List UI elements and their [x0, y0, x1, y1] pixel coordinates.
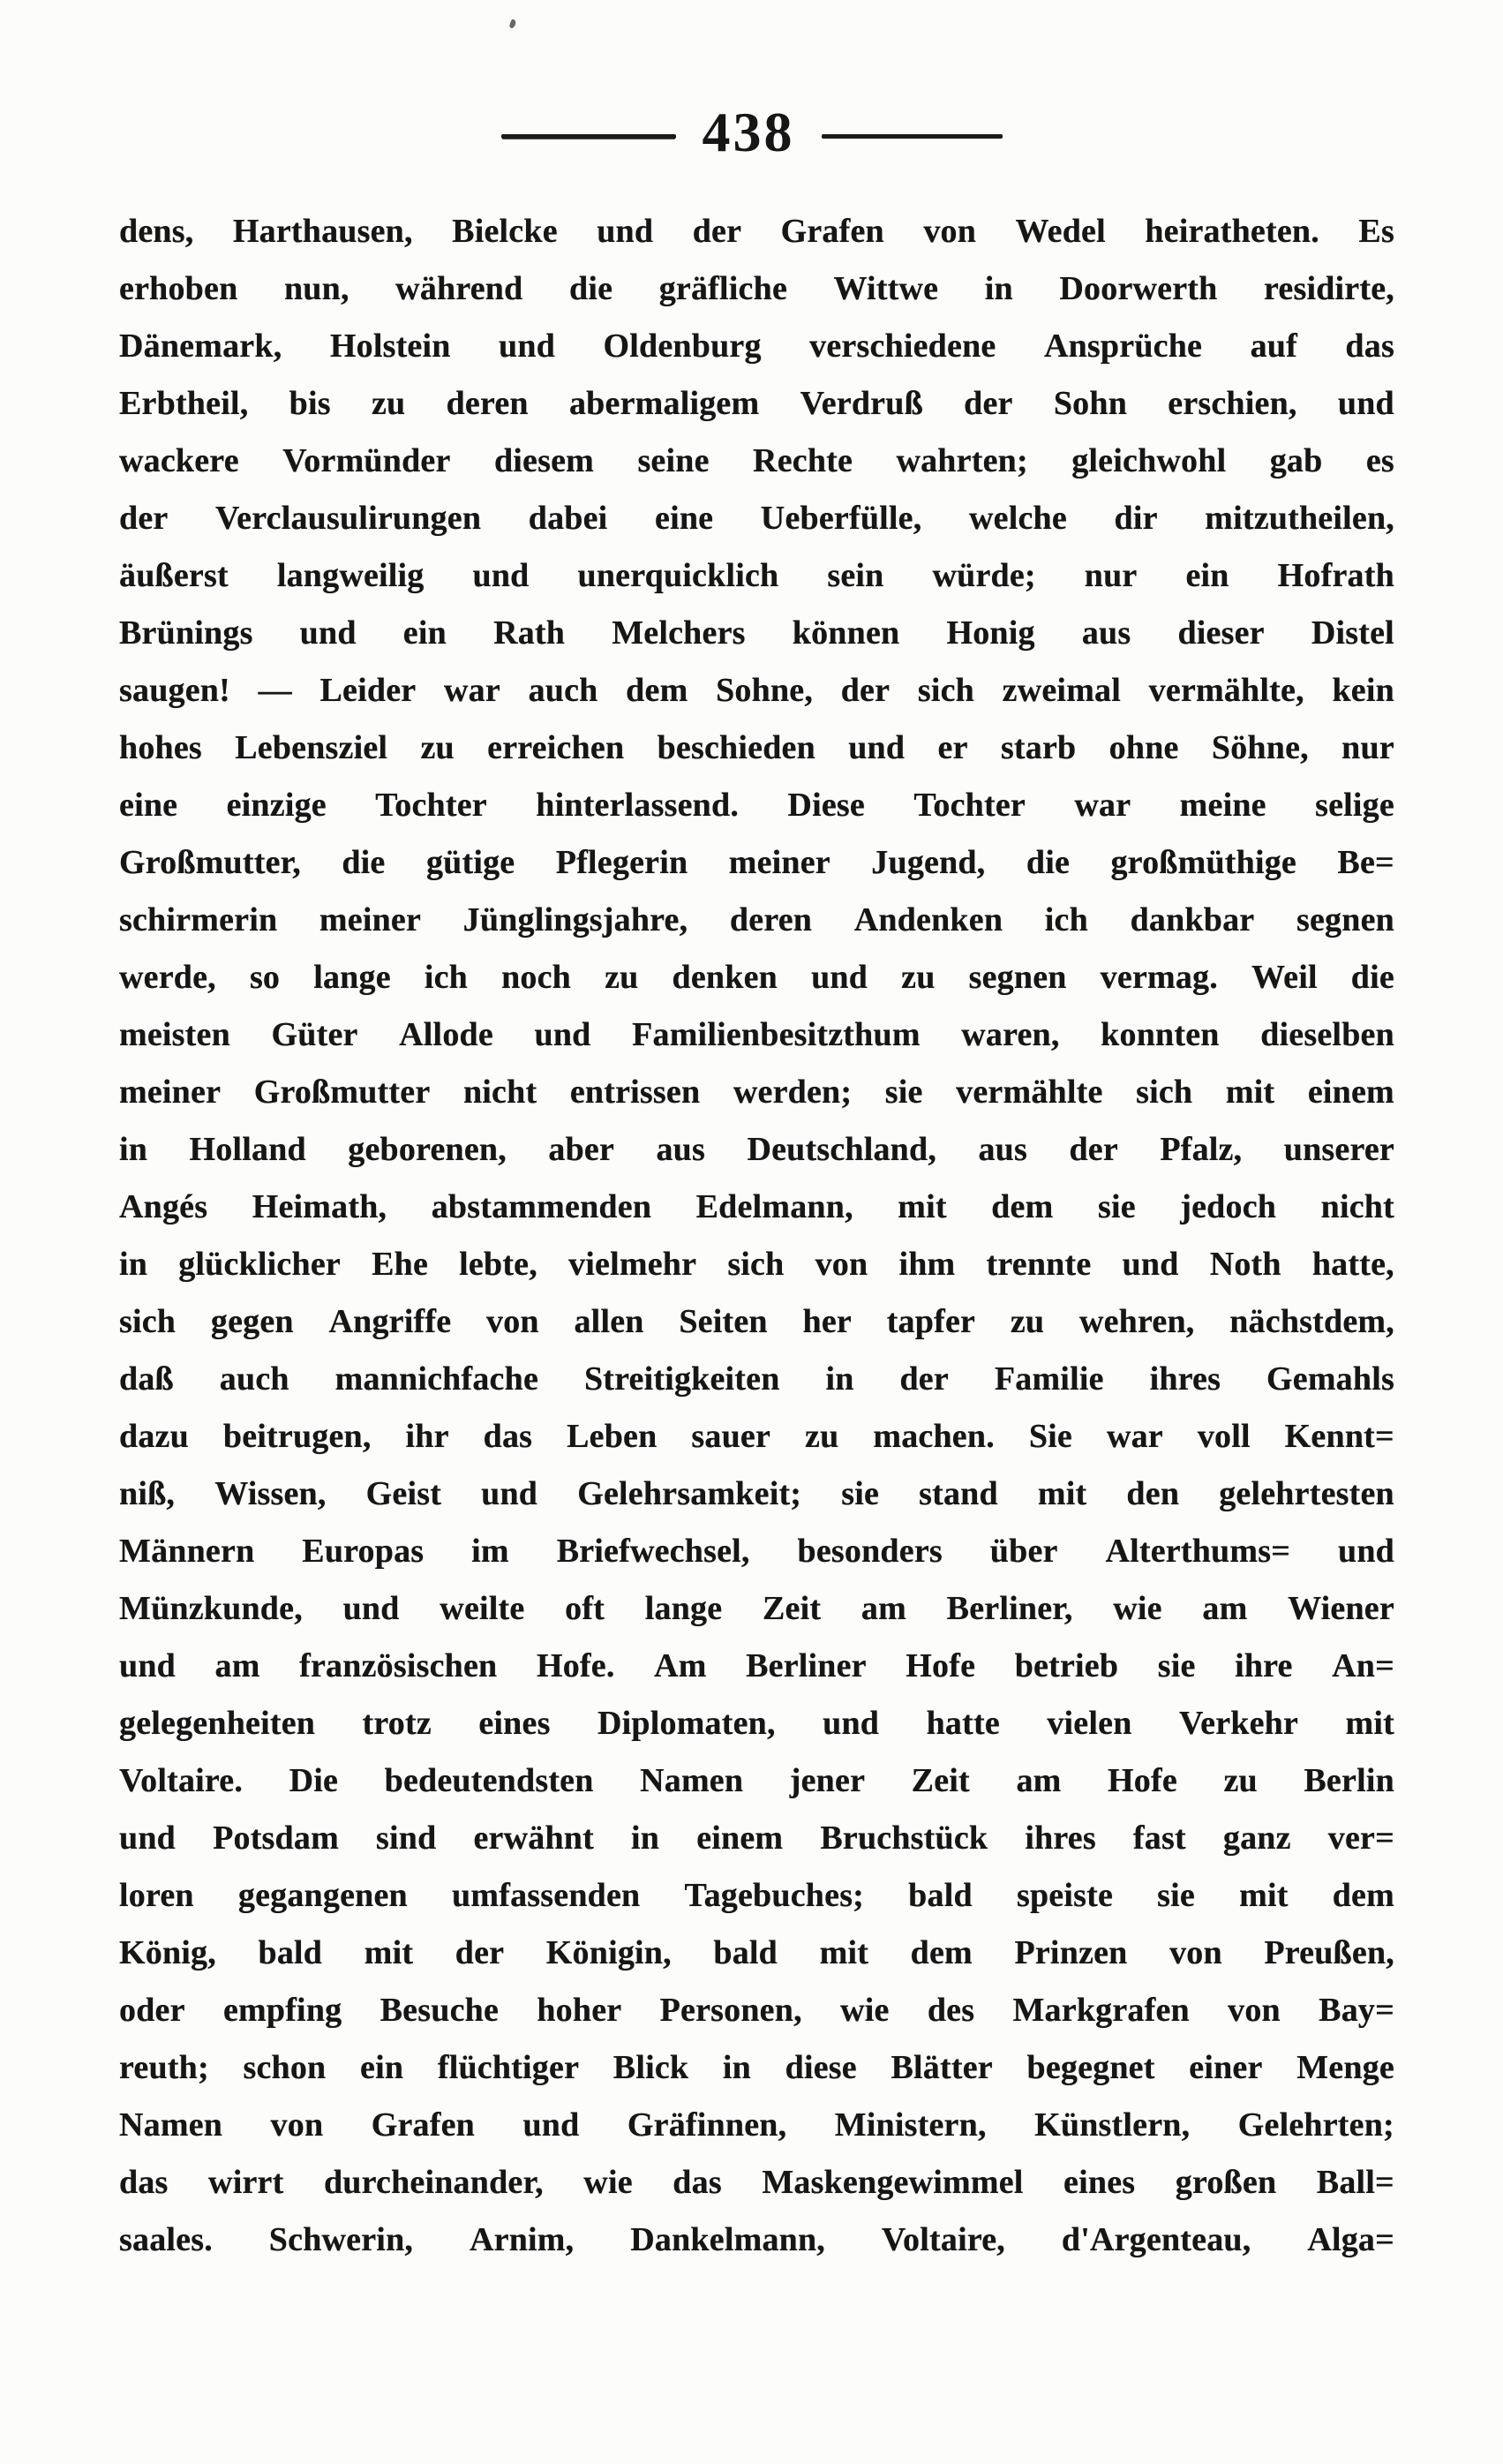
text-line: in glücklicher Ehe lebte, vielmehr sich von ihm trennte und Noth hatte,: [119, 1246, 1394, 1283]
text-line: Dänemark, Holstein und Oldenburg verschiedene Ansprüche auf das: [119, 328, 1394, 365]
text-line: saugen! — Leider war auch dem Sohne, der sich zweimal vermählte, kein: [119, 672, 1394, 709]
text-line: Großmutter, die gütige Pflegerin meiner Jugend, die großmüthige Be=: [119, 844, 1394, 881]
text-line: dazu beitrugen, ihr das Leben sauer zu machen. Sie war voll Kennt=: [119, 1418, 1394, 1455]
text-line: niß, Wissen, Geist und Gelehrsamkeit; sie stand mit den gelehrtesten: [119, 1475, 1394, 1512]
text-line: äußerst langweilig und unerquicklich sein würde; nur ein Hofrath: [119, 557, 1394, 594]
text-line: Münzkunde, und weilte oft lange Zeit am Berliner, wie am Wiener: [119, 1590, 1394, 1627]
header-rule-left: [501, 134, 676, 139]
text-line: saales. Schwerin, Arnim, Dankelmann, Voltaire, d'Argenteau, Alga=: [119, 2221, 1394, 2258]
text-line: daß auch mannichfache Streitigkeiten in der Familie ihres Gemahls: [119, 1360, 1394, 1398]
text-line: wackere Vormünder diesem seine Rechte wahrten; gleichwohl gab es: [119, 442, 1394, 479]
page-header: [0, 0, 1503, 164]
text-line: meiner Großmutter nicht entrissen werden; sie vermählte sich mit einem: [119, 1074, 1394, 1111]
text-line: eine einzige Tochter hinterlassend. Diese Tochter war meine selige: [119, 787, 1394, 824]
text-line: Brünings und ein Rath Melchers können Honig aus dieser Distel: [119, 614, 1394, 652]
text-line: schirmerin meiner Jünglingsjahre, deren Andenken ich dankbar segnen: [119, 901, 1394, 938]
text-line: das wirrt durcheinander, wie das Maskengewimmel eines großen Ball=: [119, 2164, 1394, 2201]
page-number: 438: [702, 101, 795, 163]
text-line: König, bald mit der Königin, bald mit dem Prinzen von Preußen,: [119, 1934, 1394, 1971]
text-line: dens, Harthausen, Bielcke und der Grafen von Wedel heiratheten. Es: [119, 213, 1394, 250]
text-line: gelegenheiten trotz eines Diplomaten, und hatte vielen Verkehr mit: [119, 1705, 1394, 1742]
text-block: [119, 203, 1394, 2269]
text-line: in Holland geborenen, aber aus Deutschland, aus der Pfalz, unserer: [119, 1131, 1394, 1168]
text-line: sich gegen Angriffe von allen Seiten her tapfer zu wehren, nächstdem,: [119, 1303, 1394, 1340]
text-line: hohes Lebensziel zu erreichen beschieden und er starb ohne Söhne, nur: [119, 729, 1394, 766]
text-line: Erbtheil, bis zu deren abermaligem Verdruß der Sohn erschien, und: [119, 385, 1394, 422]
text-line: der Verclausulirungen dabei eine Ueberfülle, welche dir mitzutheilen,: [119, 500, 1394, 537]
text-line: Namen von Grafen und Gräfinnen, Ministern, Künstlern, Gelehrten;: [119, 2106, 1394, 2144]
text-line: Männern Europas im Briefwechsel, besonders über Alterthums= und: [119, 1533, 1394, 1570]
text-line: reuth; schon ein flüchtiger Blick in diese Blätter begegnet einer Menge: [119, 2049, 1394, 2086]
text-line: werde, so lange ich noch zu denken und zu segnen vermag. Weil die: [119, 959, 1394, 996]
text-line: oder empfing Besuche hoher Personen, wie des Markgrafen von Bay=: [119, 1992, 1394, 2029]
text-line: erhoben nun, während die gräfliche Wittwe in Doorwerth residirte,: [119, 270, 1394, 307]
text-line: und am französischen Hofe. Am Berliner Hofe betrieb sie ihre An=: [119, 1647, 1394, 1684]
text-line: und Potsdam sind erwähnt in einem Bruchstück ihres fast ganz ver=: [119, 1820, 1394, 1857]
text-line: Voltaire. Die bedeutendsten Namen jener Zeit am Hofe zu Berlin: [119, 1762, 1394, 1799]
header-rule-right: [822, 134, 1003, 139]
text-line: loren gegangenen umfassenden Tagebuches; bald speiste sie mit dem: [119, 1877, 1394, 1914]
text-line: meisten Güter Allode und Familienbesitzthum waren, konnten dieselben: [119, 1016, 1394, 1053]
text-line: Angés Heimath, abstammenden Edelmann, mit dem sie jedoch nicht: [119, 1188, 1394, 1225]
